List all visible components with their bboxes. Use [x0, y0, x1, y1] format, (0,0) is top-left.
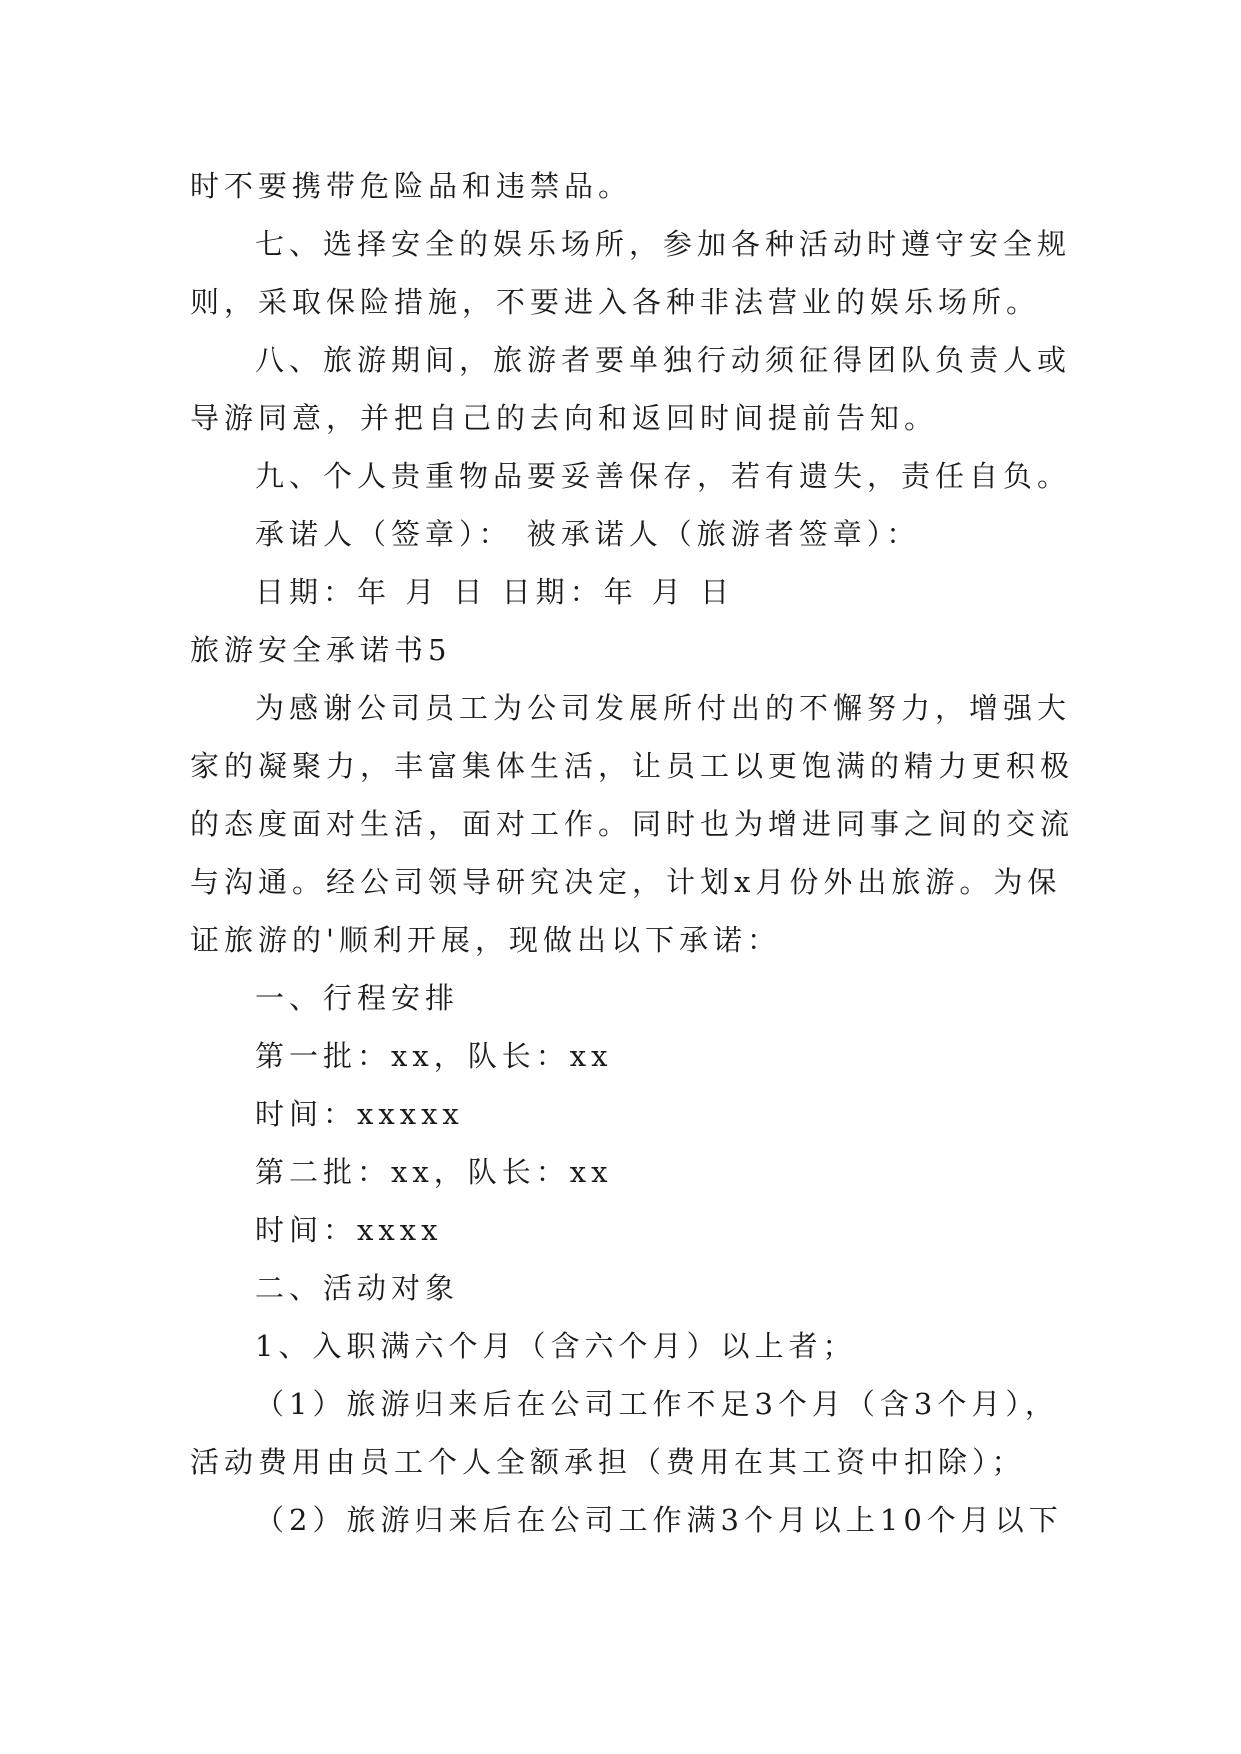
text-line: 证旅游的'顺利开展，现做出以下承诺： — [190, 923, 781, 957]
text-line: 时间：xxxx — [255, 1213, 443, 1247]
text-line: 家的凝聚力，丰富集体生活，让员工以更饱满的精力更积极 — [190, 749, 1075, 783]
text-line: 时不要携带危险品和违禁品。 — [190, 169, 633, 203]
text-line: 1、入职满六个月（含六个月）以上者； — [255, 1329, 857, 1363]
text-line: 九、个人贵重物品要妥善保存，若有遗失，责任自负。 — [255, 459, 1072, 493]
text-line: 则，采取保险措施，不要进入各种非法营业的娱乐场所。 — [190, 285, 1041, 319]
text-line: 与沟通。经公司领导研究决定，计划x月份外出旅游。为保 — [190, 865, 1062, 899]
text-line: 七、选择安全的娱乐场所，参加各种活动时遵守安全规 — [255, 227, 1072, 261]
text-line: 为感谢公司员工为公司发展所付出的不懈努力，增强大 — [255, 691, 1072, 725]
heading-line: 二、活动对象 — [255, 1271, 460, 1305]
text-line: （2）旅游归来后在公司工作满3个月以上10个月以下 — [255, 1503, 1063, 1537]
text-line: 时间：xxxxx — [255, 1097, 464, 1131]
text-line: 的态度面对生活，面对工作。同时也为增进同事之间的交流 — [190, 807, 1075, 841]
text-line: 第二批：xx，队长：xx — [255, 1155, 613, 1189]
date-line: 日期：年 月 日 日期：年 月 日 — [255, 575, 735, 609]
text-line: 第一批：xx，队长：xx — [255, 1039, 613, 1073]
text-line: 导游同意，并把自己的去向和返回时间提前告知。 — [190, 401, 939, 435]
signature-line: 承诺人（签章）： 被承诺人（旅游者签章）： — [255, 517, 921, 551]
text-line: 八、旅游期间，旅游者要单独行动须征得团队负责人或 — [255, 343, 1072, 377]
text-line: 活动费用由员工个人全额承担（费用在其工资中扣除）； — [190, 1445, 1026, 1479]
section-title: 旅游安全承诺书5 — [190, 633, 452, 667]
text-line: （1）旅游归来后在公司工作不足3个月（含3个月）， — [255, 1387, 1059, 1421]
heading-line: 一、行程安排 — [255, 981, 460, 1015]
